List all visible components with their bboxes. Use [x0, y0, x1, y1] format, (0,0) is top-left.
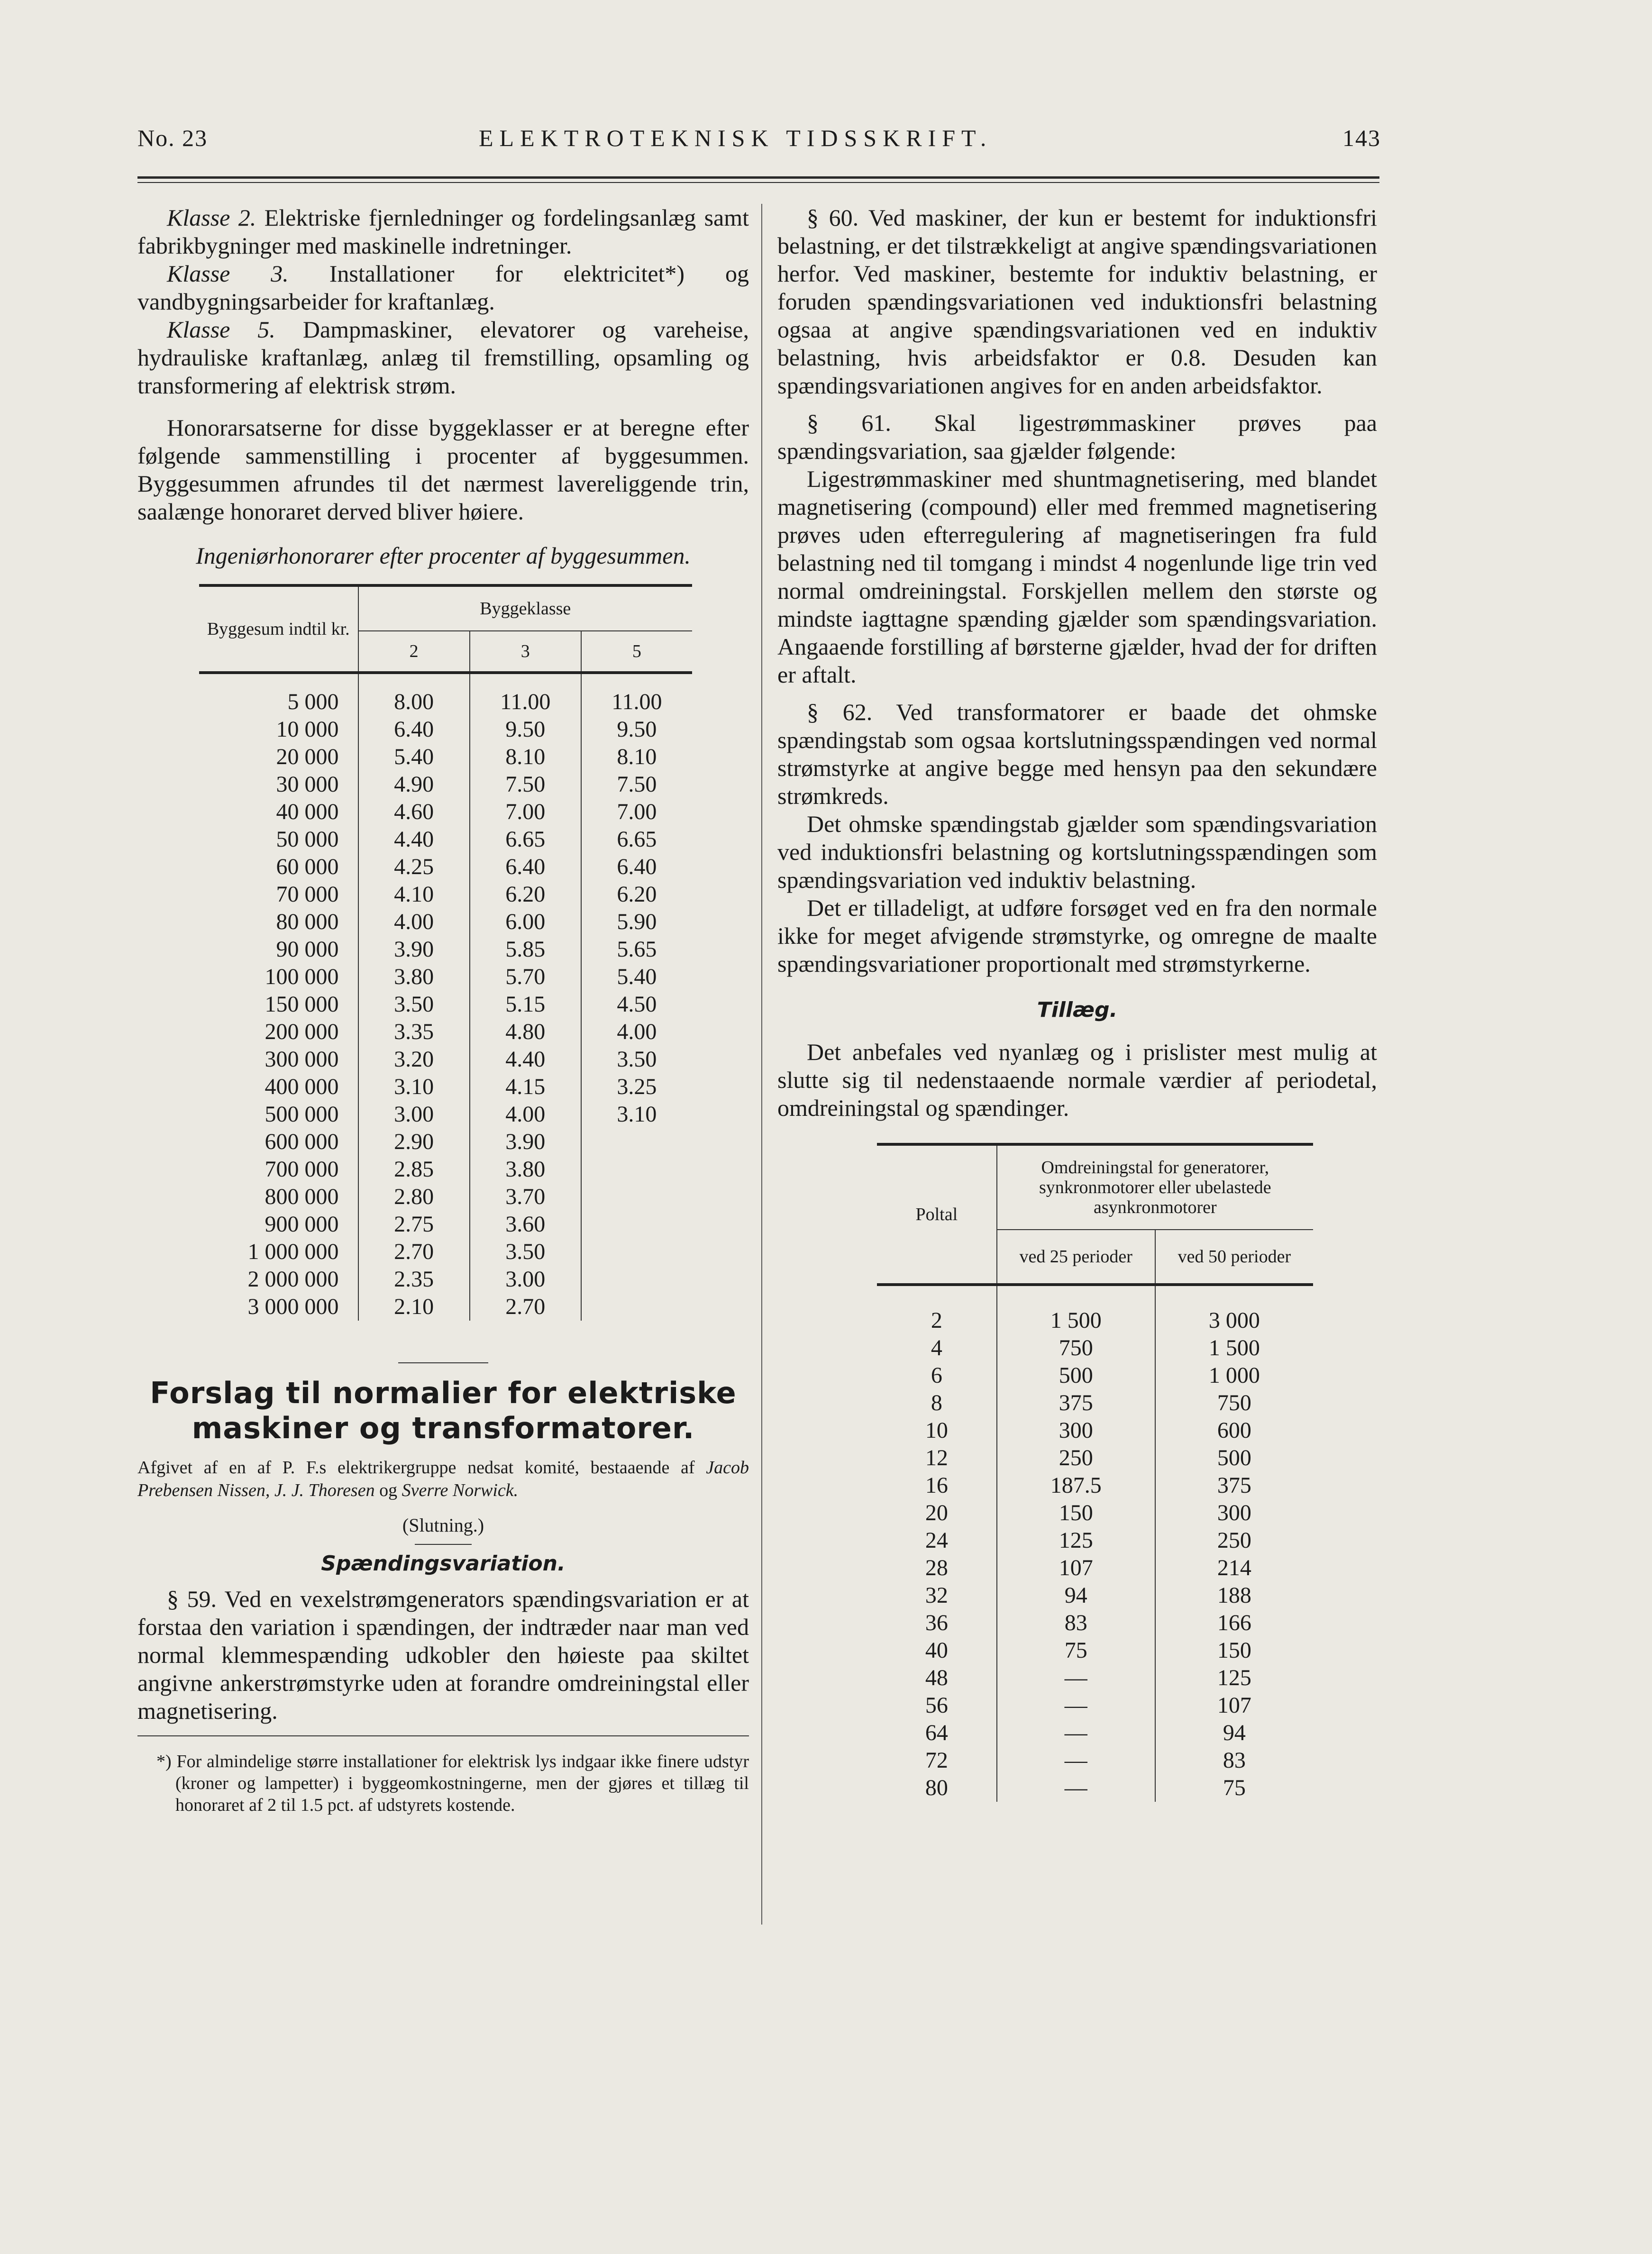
byline-last: Sverre Norwick.	[402, 1480, 519, 1500]
paragraph-60: § 60. Ved maskiner, der kun er bestemt for induktionsfri belastning, er det tilstrækkeligt at angive spændingsvariationen herfor. Ved maskiner, bestemte for induktiv belastning, er foruden spændingsvariationen ved induktionsfri belastning ogsaa at angive spændingsvariationen ved en induktiv belastning, hvis arbeidsfaktor er 0.8. Desuden kan spændingsvariationen angives for en anden arbeidsfaktor.	[777, 204, 1377, 399]
table-cell: 83	[997, 1609, 1155, 1637]
table-cell: 2.75	[358, 1211, 470, 1238]
klasse-5-label: Klasse 5.	[167, 316, 275, 343]
table-cell: 5.70	[470, 963, 581, 991]
table-row	[877, 1609, 1313, 1637]
klasse-2-text: Elektriske fjernledninger og fordelingsanlæg samt fabrikbygninger med maskinelle indretninger.	[137, 204, 749, 259]
table-row	[199, 771, 692, 798]
table-cell: 70 000	[199, 881, 358, 908]
header-rule-top	[137, 176, 1379, 179]
table-cell: 7.50	[617, 772, 657, 797]
table-cell: 7.00	[617, 799, 657, 824]
byline-og: og	[379, 1480, 398, 1500]
table-cell: 3.90	[470, 1128, 581, 1156]
table-cell: 3.20	[358, 1046, 470, 1073]
issue-number: No. 23	[137, 125, 208, 151]
table-cell: 500 000	[199, 1101, 358, 1128]
table-cell: 800 000	[199, 1183, 358, 1211]
paragraph-62a: § 62. Ved transformatorer er baade det ohmske spændingstab som ogsaa kortslutningsspændingen ved normal strømstyrke at angive begge med hensyn paa den sekundære strømkreds.	[777, 699, 1377, 809]
table-cell: 48	[877, 1664, 997, 1692]
byline-prefix: Afgivet af en af P. F.s elektrikergruppe nedsat komité, bestaaende af	[137, 1458, 695, 1478]
table-cell: 3.70	[470, 1183, 581, 1211]
table-row	[877, 1637, 1313, 1664]
table-cell: 3.80	[358, 963, 470, 991]
table-cell: 107	[1217, 1693, 1251, 1718]
table-cell: 1 500	[997, 1285, 1155, 1334]
table-row	[199, 1238, 692, 1266]
table-cell: 200 000	[199, 1018, 358, 1046]
table-cell: 150 000	[199, 991, 358, 1018]
table-cell: 750	[1217, 1390, 1251, 1415]
table-cell: 75	[997, 1637, 1155, 1664]
table-cell: 5.65	[617, 937, 657, 962]
table-row	[199, 1101, 692, 1128]
table-cell: 5.40	[617, 964, 657, 989]
header-omdreiningstal: Omdreiningstal for generatorer, synkronmotorer eller ubelastede asynkronmotorer	[997, 1144, 1313, 1230]
table-row	[877, 1362, 1313, 1389]
slutning-rule	[415, 1544, 472, 1545]
table-cell: 94	[997, 1582, 1155, 1609]
table-cell: 6.20	[617, 882, 657, 907]
column-separator	[761, 204, 762, 1925]
table-cell: 20 000	[199, 743, 358, 771]
header-byggesum: Byggesum indtil kr.	[199, 585, 358, 673]
col-label-2: 2	[358, 631, 470, 673]
table-cell: 83	[1223, 1748, 1246, 1773]
table-row	[877, 1554, 1313, 1582]
table-cell: 3.80	[470, 1156, 581, 1183]
paragraph-59: § 59. Ved en vexelstrømgenerators spændingsvariation er at forstaa den variation i spændingen, der indtræder naar man ved normal klemmespænding udkobler den høieste paa skiltet angivne ankerstrømstyrke uden at forandre omdreiningstal eller magnetisering.	[137, 1586, 749, 1724]
table-cell: 4.25	[358, 853, 470, 881]
table-row	[199, 673, 692, 716]
table-cell: 4.90	[358, 771, 470, 798]
table-cell: 100 000	[199, 963, 358, 991]
byline-names: Jacob Prebensen Nissen, J. J. Thoresen	[137, 1458, 749, 1500]
table-cell: 107	[997, 1554, 1155, 1582]
table-row	[199, 881, 692, 908]
table-cell: 6.00	[470, 908, 581, 936]
table-cell: 64	[877, 1719, 997, 1747]
table-cell: 6	[877, 1362, 997, 1389]
table-cell: 6.40	[617, 854, 657, 879]
article-title: Forslag til normalier for elektriske maskiner og transformatorer.	[150, 1376, 737, 1445]
table-cell: 72	[877, 1747, 997, 1774]
honorar-table	[199, 584, 692, 1321]
table-cell: 4.00	[358, 908, 470, 936]
header-byggeklasse: Byggeklasse	[358, 585, 692, 631]
table-cell: 20	[877, 1499, 997, 1527]
table-cell: 125	[1217, 1665, 1251, 1690]
table-cell: 300	[1217, 1500, 1251, 1525]
table-cell: 125	[997, 1527, 1155, 1554]
table-cell: 5.90	[617, 909, 657, 934]
klasse-3-paragraph	[137, 260, 749, 316]
table-cell: 4.00	[617, 1019, 657, 1044]
table-row	[199, 936, 692, 963]
table-row	[199, 991, 692, 1018]
poltal-table	[877, 1143, 1313, 1802]
table-cell: 4.00	[470, 1101, 581, 1128]
table-cell: 7.00	[470, 798, 581, 826]
table-cell: 3 000 000	[199, 1293, 358, 1321]
table-row	[877, 1417, 1313, 1444]
honorar-table-caption: Ingeniørhonorarer efter procenter af byggesummen.	[196, 542, 691, 569]
table-cell: 4.40	[358, 826, 470, 853]
table-cell: 150	[1217, 1638, 1251, 1663]
table-cell: 250	[997, 1444, 1155, 1472]
honorar-paragraph: Honorarsatserne for disse byggeklasser er at beregne efter følgende sammenstilling i procenter af byggesummen. Byggesummen afrundes til det nærmest lavereliggende trin, saalænge honoraret derved bliver høiere.	[137, 414, 749, 525]
table-cell: 80 000	[199, 908, 358, 936]
klasse-5-text: Dampmaskiner, elevatorer og vareheise, hydrauliske kraftanlæg, anlæg til fremstilling, opsamling og transformering af elektrisk strøm.	[137, 316, 749, 399]
table-cell: 188	[1217, 1583, 1251, 1608]
table-cell: 11.00	[612, 689, 662, 714]
table-cell: 50 000	[199, 826, 358, 853]
table-cell: 2.35	[358, 1266, 470, 1293]
table-cell	[581, 1183, 692, 1211]
table-row	[199, 1018, 692, 1046]
table-cell: 300 000	[199, 1046, 358, 1073]
table-cell: 11.00	[470, 673, 581, 716]
table-row	[199, 826, 692, 853]
table-cell	[581, 1293, 692, 1321]
table-cell: 32	[877, 1582, 997, 1609]
table-cell: 166	[1217, 1610, 1251, 1635]
table-cell: 700 000	[199, 1156, 358, 1183]
table-cell: 400 000	[199, 1073, 358, 1101]
table-cell: 6.40	[358, 716, 470, 743]
table-cell: 10	[877, 1417, 997, 1444]
table-cell: 3.50	[617, 1047, 657, 1072]
table-cell: 4.50	[617, 992, 657, 1017]
table-row	[199, 908, 692, 936]
table-cell: —	[997, 1774, 1155, 1802]
table-cell	[581, 1266, 692, 1293]
klasse-2-paragraph	[137, 204, 749, 260]
table-cell: 2.80	[358, 1183, 470, 1211]
table-cell: 24	[877, 1527, 997, 1554]
table-cell: 40 000	[199, 798, 358, 826]
table-cell: 60 000	[199, 853, 358, 881]
table-cell: 8.10	[470, 743, 581, 771]
table-cell: 2.90	[358, 1128, 470, 1156]
header-poltal: Poltal	[877, 1144, 997, 1285]
table-cell: 4.15	[470, 1073, 581, 1101]
table-row	[877, 1389, 1313, 1417]
table-cell: 56	[877, 1692, 997, 1719]
table-cell: 250	[1217, 1528, 1251, 1553]
table-row	[877, 1527, 1313, 1554]
table-cell: 6.65	[470, 826, 581, 853]
table-cell: 5.40	[358, 743, 470, 771]
table-row	[199, 963, 692, 991]
table-cell: 750	[997, 1334, 1155, 1362]
table-cell: 7.50	[470, 771, 581, 798]
footnote-rule	[137, 1735, 749, 1736]
table-cell: 3.35	[358, 1018, 470, 1046]
poltal-table-body	[877, 1285, 1313, 1802]
slutning-note: (Slutning.)	[402, 1515, 484, 1536]
table-cell: 6.20	[470, 881, 581, 908]
table-row	[199, 1211, 692, 1238]
table-cell: 1 000 000	[199, 1238, 358, 1266]
table-cell: 94	[1223, 1720, 1246, 1745]
byline	[137, 1456, 749, 1502]
paragraph-61b: Ligestrømmaskiner med shuntmagnetisering, med blandet magnetisering (compound) eller med fremmed magnetisering prøves uden efterregulering af magnetiseringen fra fuld belastning ned til tomgang i mindst 4 nogenlunde lige trin ved normal omdreiningstal. Forskjellen mellem den største og mindste iagttagne spænding gjælder som spændingsvariation. Angaaende forstilling af børsterne gjælder, hvad der for driften er aftalt.	[777, 465, 1377, 688]
klasse-5-paragraph	[137, 316, 749, 400]
table-cell: —	[997, 1692, 1155, 1719]
table-cell: 2 000 000	[199, 1266, 358, 1293]
tillaeg-heading: Tillæg.	[1037, 998, 1118, 1022]
table-cell: 40	[877, 1637, 997, 1664]
table-row	[877, 1774, 1313, 1802]
table-row	[877, 1692, 1313, 1719]
table-cell: 2.10	[358, 1293, 470, 1321]
table-row	[877, 1285, 1313, 1334]
table-cell: 8	[877, 1389, 997, 1417]
table-cell	[581, 1156, 692, 1183]
table-cell: 10 000	[199, 716, 358, 743]
honorar-table-body	[199, 673, 692, 1321]
right-column	[777, 204, 1377, 1802]
table-cell: 90 000	[199, 936, 358, 963]
table-row	[199, 1293, 692, 1321]
table-row	[877, 1499, 1313, 1527]
journal-title: ELEKTROTEKNISK TIDSSKRIFT.	[479, 125, 993, 151]
klasse-3-label: Klasse 3.	[167, 260, 289, 287]
paragraph-62b: Det ohmske spændingstab gjælder som spændingsvariation ved induktionsfri belastning og kortslutningsspændingen som spændingsvariation ved induktiv belastning.	[777, 811, 1377, 893]
table-cell: 9.50	[617, 717, 657, 742]
table-cell: —	[997, 1664, 1155, 1692]
table-cell: —	[997, 1747, 1155, 1774]
table-cell: 3.10	[358, 1073, 470, 1101]
table-row	[877, 1444, 1313, 1472]
section-heading: Spændingsvariation.	[321, 1551, 566, 1576]
table-cell: 3.50	[470, 1238, 581, 1266]
footnote: *) For almindelige større installationer for elektrisk lys indgaar ikke finere udstyr (kroner og lampetter) i byggeomkostningerne, men der gjøres et tillæg til honoraret af 2 til 1.5 pct. af udstyrets kostende.	[156, 1752, 749, 1815]
table-cell: 4.40	[470, 1046, 581, 1073]
col-label-3: 3	[470, 631, 581, 673]
table-cell: 12	[877, 1444, 997, 1472]
table-cell: 3.90	[358, 936, 470, 963]
table-cell: 600	[1217, 1418, 1251, 1443]
table-cell: 375	[1217, 1473, 1251, 1498]
table-row	[877, 1334, 1313, 1362]
table-cell: 375	[997, 1389, 1155, 1417]
table-cell: —	[997, 1719, 1155, 1747]
paragraph-62c: Det er tilladeligt, at udføre forsøget ved en fra den normale ikke for meget afvigende strømstyrke, og omregne de maalte spændingsvariationer proportionalt med strømstyrkerne.	[777, 894, 1377, 977]
table-row	[877, 1747, 1313, 1774]
table-cell: 900 000	[199, 1211, 358, 1238]
col-25-perioder: ved 25 perioder	[997, 1230, 1155, 1285]
klasse-3-text: Installationer for elektricitet*) og vandbygningsarbeider for kraftanlæg.	[137, 260, 749, 315]
col-label-5: 5	[581, 631, 692, 673]
table-cell: 2	[877, 1285, 997, 1334]
table-row	[877, 1582, 1313, 1609]
table-row	[199, 716, 692, 743]
table-cell: 2.85	[358, 1156, 470, 1183]
left-column	[137, 204, 749, 1816]
table-cell: 3.00	[358, 1101, 470, 1128]
table-cell: 8.10	[617, 744, 657, 769]
table-cell: 9.50	[470, 716, 581, 743]
table-cell: 28	[877, 1554, 997, 1582]
table-cell: 3.10	[617, 1102, 657, 1127]
table-row	[877, 1472, 1313, 1499]
table-cell: 4	[877, 1334, 997, 1362]
table-cell: 3.00	[470, 1266, 581, 1293]
table-row	[877, 1664, 1313, 1692]
table-row	[199, 1073, 692, 1101]
table-cell: 1 000	[1208, 1363, 1260, 1388]
table-cell: 2.70	[358, 1238, 470, 1266]
table-cell	[581, 1211, 692, 1238]
header-rule-bottom	[137, 182, 1379, 183]
table-cell: 4.80	[470, 1018, 581, 1046]
table-row	[199, 743, 692, 771]
table-cell: 4.10	[358, 881, 470, 908]
table-cell: 500	[997, 1362, 1155, 1389]
table-cell: 3.25	[617, 1074, 657, 1099]
table-row	[199, 1046, 692, 1073]
table-cell: 80	[877, 1774, 997, 1802]
table-cell: 2.70	[470, 1293, 581, 1321]
table-cell: 1 500	[1208, 1335, 1260, 1360]
table-cell: 3.60	[470, 1211, 581, 1238]
table-row	[199, 1266, 692, 1293]
table-cell: 75	[1223, 1775, 1246, 1800]
table-cell: 600 000	[199, 1128, 358, 1156]
table-cell: 5.85	[470, 936, 581, 963]
table-row	[877, 1719, 1313, 1747]
table-cell: 300	[997, 1417, 1155, 1444]
table-cell: 214	[1217, 1555, 1251, 1580]
table-cell: 6.65	[617, 827, 657, 852]
table-row	[199, 1183, 692, 1211]
table-row	[199, 853, 692, 881]
table-cell: 8.00	[358, 673, 470, 716]
table-cell: 500	[1217, 1445, 1251, 1470]
table-cell: 150	[997, 1499, 1155, 1527]
page-number: 143	[1342, 125, 1381, 151]
table-cell	[581, 1238, 692, 1266]
table-row	[199, 1128, 692, 1156]
section-divider	[398, 1362, 488, 1363]
table-cell: 5.15	[470, 991, 581, 1018]
table-row	[199, 1156, 692, 1183]
table-cell: 5 000	[199, 673, 358, 716]
table-cell: 30 000	[199, 771, 358, 798]
table-cell: 36	[877, 1609, 997, 1637]
table-cell: 6.40	[470, 853, 581, 881]
table-row	[199, 798, 692, 826]
table-cell: 3.50	[358, 991, 470, 1018]
table-cell	[581, 1128, 692, 1156]
table-cell: 3 000	[1208, 1308, 1260, 1333]
col-50-perioder: ved 50 perioder	[1155, 1230, 1313, 1285]
klasse-2-label: Klasse 2.	[167, 204, 256, 231]
table-cell: 187.5	[997, 1472, 1155, 1499]
tillaeg-paragraph: Det anbefales ved nyanlæg og i prislister mest mulig at slutte sig til nedenstaaende normale værdier af periodetal, omdreiningstal og spændinger.	[777, 1039, 1377, 1121]
table-cell: 4.60	[358, 798, 470, 826]
paragraph-61a: § 61. Skal ligestrømmaskiner prøves paa spændingsvariation, saa gjælder følgende:	[777, 410, 1377, 464]
table-cell: 16	[877, 1472, 997, 1499]
